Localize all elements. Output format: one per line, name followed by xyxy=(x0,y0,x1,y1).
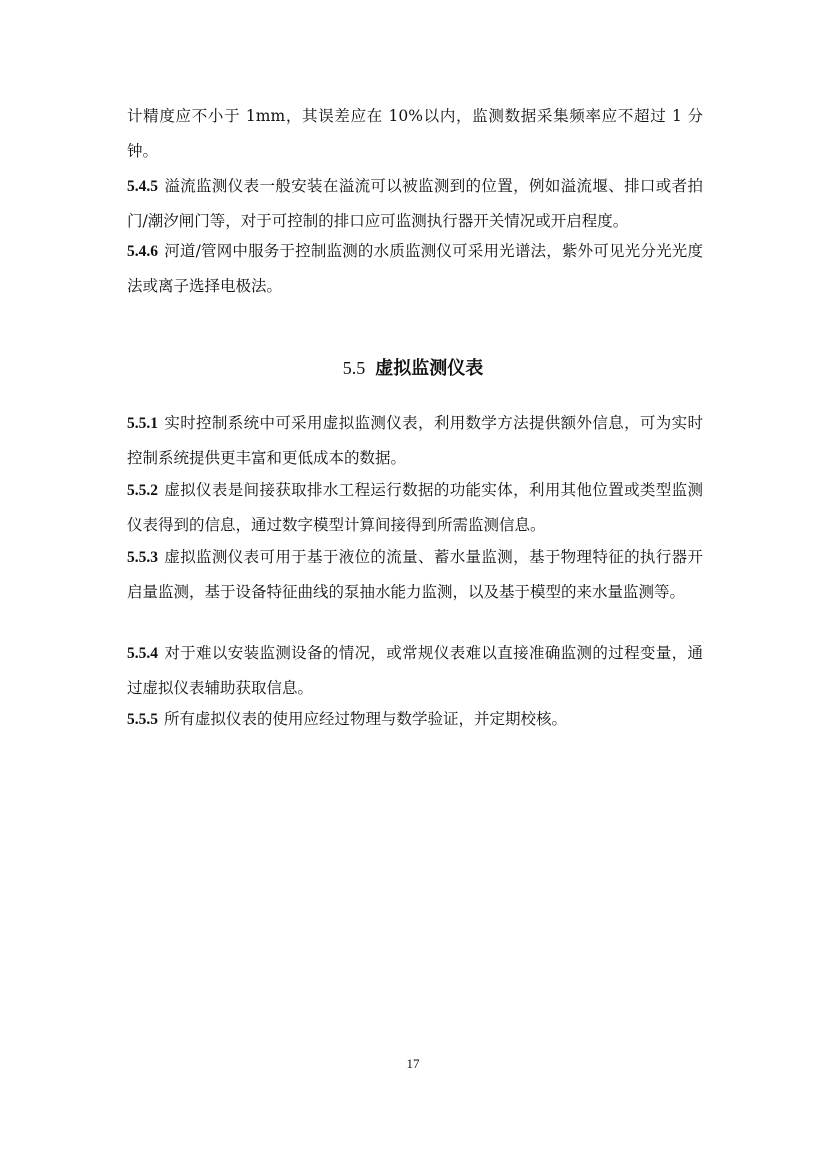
clause-number: 5.4.6 xyxy=(127,243,158,260)
clause-text: 虚拟监测仪表可用于基于液位的流量、蓄水量监测，基于物理特征的执行器开启量监测，基于设备特征曲线的泵抽水能力监测，以及基于模型的来水量监测等。 xyxy=(127,548,703,601)
clause-text: 溢流监测仪表一般安装在溢流可以被监测到的位置，例如溢流堰、排口或者拍门/潮汐闸门等，对于可控制的排口应可监测执行器开关情况或开启程度。 xyxy=(127,177,703,230)
clause-number: 5.5.2 xyxy=(127,482,158,499)
continuation-paragraph xyxy=(127,99,703,169)
clause-5-5-4 xyxy=(127,636,703,706)
clause-5-5-3 xyxy=(127,540,703,610)
clause-5-4-5 xyxy=(127,169,703,239)
clause-5-5-5 xyxy=(127,702,703,737)
page-number: 17 xyxy=(406,1056,420,1071)
clause-text: 所有虚拟仪表的使用应经过物理与数学验证，并定期校核。 xyxy=(164,710,568,728)
clause-text: 实时控制系统中可采用虚拟监测仪表，利用数学方法提供额外信息，可为实时控制系统提供更丰富和更低成本的数据。 xyxy=(127,414,703,467)
clause-number: 5.5.5 xyxy=(127,711,158,728)
clause-5-5-2 xyxy=(127,473,703,543)
clause-text: 虚拟仪表是间接获取排水工程运行数据的功能实体，利用其他位置或类型监测仪表得到的信息，通过数字模型计算间接得到所需监测信息。 xyxy=(127,481,703,534)
clause-number: 5.5.1 xyxy=(127,415,158,432)
clause-5-4-6 xyxy=(127,234,703,304)
section-heading xyxy=(0,350,826,387)
continuation-text: 计精度应不小于 1mm，其误差应在 10%以内，监测数据采集频率应不超过 1 分钟。 xyxy=(127,107,703,160)
clause-number: 5.4.5 xyxy=(127,178,158,195)
clause-number: 5.5.3 xyxy=(127,549,158,566)
clause-text: 河道/管网中服务于控制监测的水质监测仪可采用光谱法，紫外可见光分光光度法或离子选择电极法。 xyxy=(127,242,703,295)
clause-5-5-1 xyxy=(127,406,703,476)
clause-text: 对于难以安装监测设备的情况，或常规仪表难以直接准确监测的过程变量，通过虚拟仪表辅助获取信息。 xyxy=(127,644,703,697)
section-number: 5.5 xyxy=(342,358,366,378)
clause-number: 5.5.4 xyxy=(127,645,158,662)
section-title-text: 虚拟监测仪表 xyxy=(375,358,484,379)
